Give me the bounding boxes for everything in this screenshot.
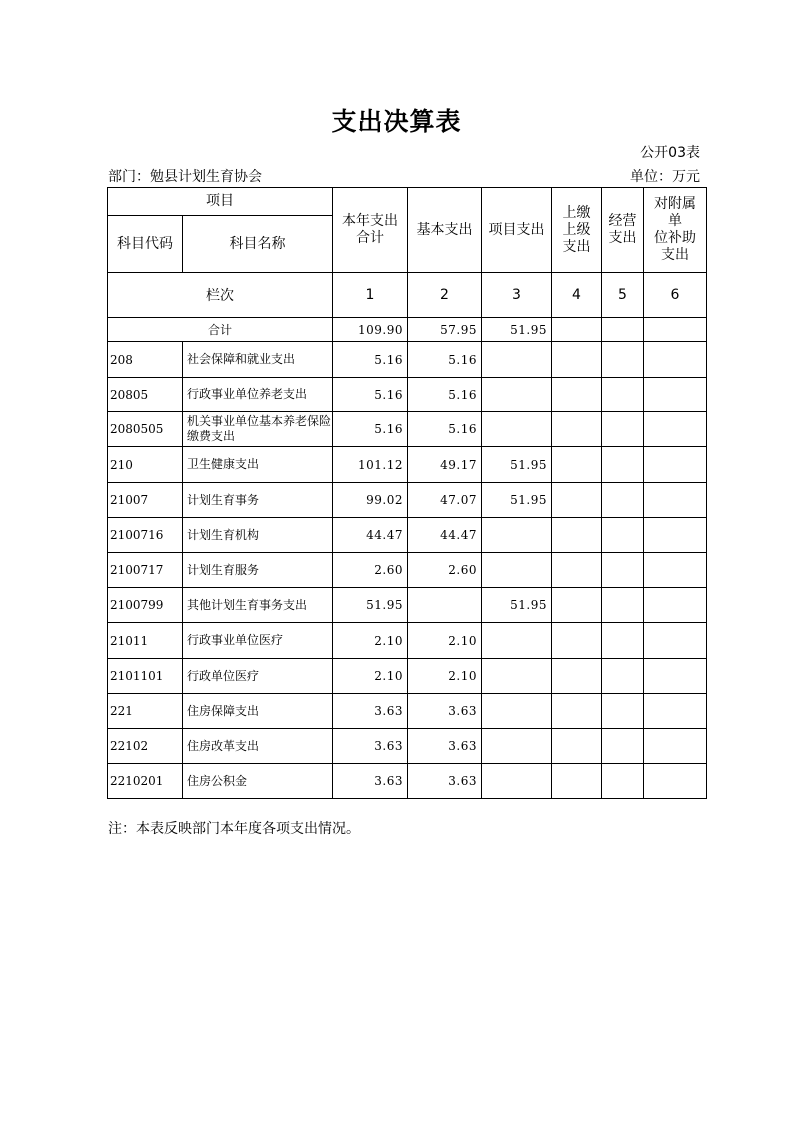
row-basic: 3.63	[408, 764, 482, 799]
row-code: 2100716	[108, 518, 183, 553]
header-row-1	[108, 188, 707, 216]
row-name: 社会保障和就业支出	[183, 342, 333, 378]
column-number-row	[108, 273, 707, 318]
total-label: 合计	[108, 318, 333, 342]
row-project	[482, 342, 552, 378]
table-row	[108, 412, 707, 447]
row-subsidy	[644, 518, 707, 553]
column-number: 1	[333, 273, 408, 318]
row-project	[482, 553, 552, 588]
header-project: 项目	[108, 188, 333, 216]
row-total: 44.47	[333, 518, 408, 553]
row-subsidy	[644, 342, 707, 378]
row-basic	[408, 588, 482, 623]
row-name: 住房保障支出	[183, 694, 333, 729]
total-upper	[552, 318, 602, 342]
row-basic: 2.10	[408, 659, 482, 694]
row-basic: 49.17	[408, 447, 482, 483]
row-total: 3.63	[333, 694, 408, 729]
row-name: 行政单位医疗	[183, 659, 333, 694]
row-project: 51.95	[482, 483, 552, 518]
row-subsidy	[644, 729, 707, 764]
row-project	[482, 412, 552, 447]
table-row	[108, 729, 707, 764]
row-subsidy	[644, 623, 707, 659]
row-basic: 3.63	[408, 729, 482, 764]
row-name: 机关事业单位基本养老保险缴费支出	[183, 412, 333, 447]
header-name: 科目名称	[183, 216, 333, 273]
row-name: 行政事业单位养老支出	[183, 378, 333, 412]
row-subsidy	[644, 447, 707, 483]
table-row	[108, 764, 707, 799]
row-basic: 5.16	[408, 378, 482, 412]
row-upper	[552, 483, 602, 518]
row-upper	[552, 588, 602, 623]
row-project	[482, 764, 552, 799]
row-operating	[602, 764, 644, 799]
total-operating	[602, 318, 644, 342]
row-upper	[552, 623, 602, 659]
row-code: 210	[108, 447, 183, 483]
row-subsidy	[644, 659, 707, 694]
row-project	[482, 659, 552, 694]
row-total: 51.95	[333, 588, 408, 623]
table-row	[108, 588, 707, 623]
header-total: 本年支出 合计	[333, 188, 408, 273]
row-upper	[552, 378, 602, 412]
row-subsidy	[644, 553, 707, 588]
table-row	[108, 378, 707, 412]
column-label: 栏次	[108, 273, 333, 318]
expenditure-table	[107, 187, 707, 799]
header-code: 科目代码	[108, 216, 183, 273]
total-amount: 109.90	[333, 318, 408, 342]
row-subsidy	[644, 412, 707, 447]
row-code: 2101101	[108, 659, 183, 694]
row-upper	[552, 447, 602, 483]
row-subsidy	[644, 764, 707, 799]
form-number: 公开03表	[640, 145, 700, 161]
row-subsidy	[644, 378, 707, 412]
row-upper	[552, 659, 602, 694]
row-upper	[552, 553, 602, 588]
row-operating	[602, 447, 644, 483]
table-row	[108, 447, 707, 483]
row-name: 其他计划生育事务支出	[183, 588, 333, 623]
table-row	[108, 694, 707, 729]
row-code: 22102	[108, 729, 183, 764]
page-title: 支出决算表	[331, 107, 462, 136]
row-code: 2100717	[108, 553, 183, 588]
table-body	[108, 188, 707, 799]
row-total: 3.63	[333, 764, 408, 799]
row-project	[482, 694, 552, 729]
department-label: 部门：勉县计划生育协会	[108, 169, 262, 185]
row-code: 20805	[108, 378, 183, 412]
row-operating	[602, 694, 644, 729]
header-project-expenditure: 项目支出	[482, 188, 552, 273]
row-total: 2.10	[333, 659, 408, 694]
row-operating	[602, 483, 644, 518]
row-subsidy	[644, 694, 707, 729]
row-code: 208	[108, 342, 183, 378]
column-number: 6	[644, 273, 707, 318]
row-total: 3.63	[333, 729, 408, 764]
row-basic: 5.16	[408, 412, 482, 447]
table-row	[108, 553, 707, 588]
row-upper	[552, 764, 602, 799]
row-basic: 3.63	[408, 694, 482, 729]
row-code: 2210201	[108, 764, 183, 799]
row-project: 51.95	[482, 588, 552, 623]
row-upper	[552, 518, 602, 553]
table-row	[108, 518, 707, 553]
header-upper: 上缴 上级 支出	[552, 188, 602, 273]
table-row	[108, 342, 707, 378]
total-subsidy	[644, 318, 707, 342]
row-total: 2.10	[333, 623, 408, 659]
unit-label: 单位：万元	[630, 169, 700, 185]
footnote: 注：本表反映部门本年度各项支出情况。	[108, 821, 360, 837]
row-name: 计划生育事务	[183, 483, 333, 518]
row-operating	[602, 553, 644, 588]
row-upper	[552, 342, 602, 378]
row-basic: 5.16	[408, 342, 482, 378]
row-basic: 2.60	[408, 553, 482, 588]
row-operating	[602, 659, 644, 694]
row-project: 51.95	[482, 447, 552, 483]
row-project	[482, 518, 552, 553]
table-row	[108, 483, 707, 518]
row-project	[482, 623, 552, 659]
row-upper	[552, 412, 602, 447]
row-total: 5.16	[333, 412, 408, 447]
table-row	[108, 623, 707, 659]
row-upper	[552, 694, 602, 729]
column-number: 2	[408, 273, 482, 318]
row-name: 住房公积金	[183, 764, 333, 799]
row-basic: 2.10	[408, 623, 482, 659]
row-name: 住房改革支出	[183, 729, 333, 764]
column-number: 5	[602, 273, 644, 318]
row-total: 99.02	[333, 483, 408, 518]
row-total: 101.12	[333, 447, 408, 483]
row-project	[482, 729, 552, 764]
row-code: 21011	[108, 623, 183, 659]
table-row	[108, 659, 707, 694]
row-total: 5.16	[333, 342, 408, 378]
row-operating	[602, 623, 644, 659]
row-basic: 47.07	[408, 483, 482, 518]
total-project: 51.95	[482, 318, 552, 342]
row-code: 2100799	[108, 588, 183, 623]
row-operating	[602, 588, 644, 623]
row-total: 2.60	[333, 553, 408, 588]
header-basic: 基本支出	[408, 188, 482, 273]
row-basic: 44.47	[408, 518, 482, 553]
row-code: 2080505	[108, 412, 183, 447]
row-operating	[602, 378, 644, 412]
total-basic: 57.95	[408, 318, 482, 342]
row-subsidy	[644, 588, 707, 623]
row-name: 计划生育机构	[183, 518, 333, 553]
row-project	[482, 378, 552, 412]
row-name: 行政事业单位医疗	[183, 623, 333, 659]
row-code: 21007	[108, 483, 183, 518]
row-name: 卫生健康支出	[183, 447, 333, 483]
column-number: 3	[482, 273, 552, 318]
row-upper	[552, 729, 602, 764]
row-operating	[602, 518, 644, 553]
row-subsidy	[644, 483, 707, 518]
row-total: 5.16	[333, 378, 408, 412]
row-operating	[602, 729, 644, 764]
row-code: 221	[108, 694, 183, 729]
header-operating: 经营 支出	[602, 188, 644, 273]
total-row	[108, 318, 707, 342]
header-subsidy: 对附属 单 位补助 支出	[644, 188, 707, 273]
row-operating	[602, 412, 644, 447]
row-operating	[602, 342, 644, 378]
column-number: 4	[552, 273, 602, 318]
row-name: 计划生育服务	[183, 553, 333, 588]
